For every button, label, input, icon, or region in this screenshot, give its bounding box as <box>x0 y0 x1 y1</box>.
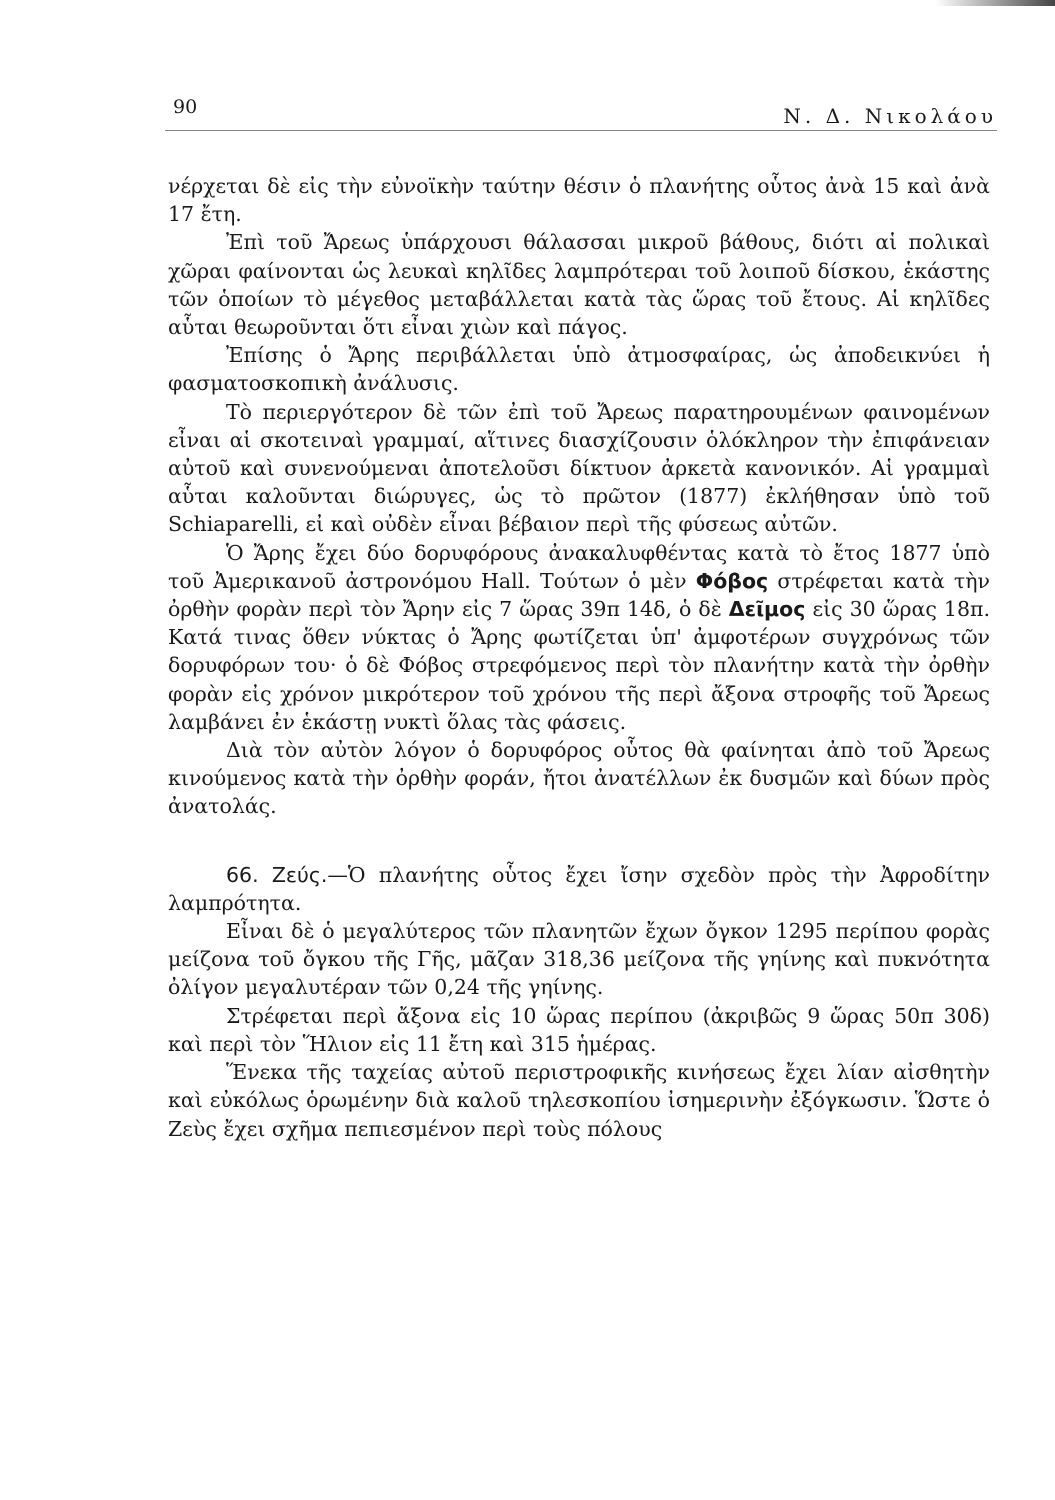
running-header <box>165 96 997 131</box>
section-gap <box>168 821 990 861</box>
satellites-text-2: στρέφεται κατὰ τὴν ὀρθὴν φορὰν περὶ τὸν Ἄρην εἰς 7 ὥρας 39π 14δ, ὁ δὲ <box>168 568 990 622</box>
running-title: Ν. Δ. Νικολάου <box>783 104 997 128</box>
paragraph-satellites <box>168 539 990 736</box>
paragraph-orbit-direction: Διὰ τὸν αὐτὸν λόγον ὁ δορυφόρος οὗτος θὰ φαίνηται ἀπὸ τοῦ Ἄρεως κινούμενος κατὰ τὴν ὀρθὴν φοράν, ἤτοι ἀνατέλλων ἐκ δυσμῶν καὶ δύων πρὸς ἀνατολάς. <box>168 738 990 819</box>
term-deimos: Δεῖμος <box>728 597 806 622</box>
paragraph-canals: Τὸ περιεργότερον δὲ τῶν ἐπὶ τοῦ Ἄρεως παρατηρουμένων φαινομένων εἶναι αἱ σκοτειναὶ γραμμαί, αἵτινες διασχίζουσιν ὁλόκληρον τὴν ἐπιφάνειαν αὐτοῦ καὶ συνενούμεναι ἀποτελοῦσι δίκτυον ἀρκετὰ κανονικόν. Αἱ γραμμαὶ αὗται καλοῦνται διώρυγες, ὡς τὸ πρῶτον (1877) ἐκλήθησαν ὑπὸ τοῦ Schiaparelli, εἰ καὶ οὐδὲν εἶναι βέβαιον περὶ τῆς φύσεως αὐτῶν. <box>168 399 990 537</box>
section-66-intro: —Ὁ πλανήτης οὗτος ἔχει ἴσην σχεδὸν πρὸς τὴν Ἀφροδίτην λαμπρότητα. <box>168 862 990 915</box>
page-number: 90 <box>173 96 198 118</box>
page-edge-shadow <box>935 0 1055 6</box>
body-text <box>168 172 990 1143</box>
paragraph-jupiter-size: Εἶναι δὲ ὁ μεγαλύτερος τῶν πλανητῶν ἔχων ὄγκον 1295 περίπου φορὰς μείζονα τοῦ ὄγκου τῆς Γῆς, μᾶζαν 318,36 μείζονα τῆς γηίνης καὶ πυκνότητα ὀλίγον μεγαλυτέραν τῶν 0,24 τῆς γηίνης. <box>168 919 990 1000</box>
section-66-opening <box>168 861 990 917</box>
paragraph-jupiter-bulge: Ἕνεκα τῆς ταχείας αὐτοῦ περιστροφικῆς κινήσεως ἔχει λίαν αἰσθητὴν καὶ εὐκόλως ὁρωμένην διὰ καλοῦ τηλεσκοπίου ἰσημερινὴν ἐξόγκωσιν. Ὥστε ὁ Ζεὺς ἔχει σχῆμα πεπιεσμένον περὶ τοὺς πόλους <box>168 1060 990 1141</box>
paragraph-jupiter-rotation: Στρέφεται περὶ ἄξονα εἰς 10 ὥρας περίπου (ἀκριβῶς 9 ὥρας 50π 30δ) καὶ περὶ τὸν Ἥλιον εἰς 11 ἔτη καὶ 315 ἡμέρας. <box>168 1003 990 1056</box>
paragraph-seas: Ἐπὶ τοῦ Ἄρεως ὑπάρχουσι θάλασσαι μικροῦ βάθους, διότι αἱ πολικαὶ χῶραι φαίνονται ὡς λευκαὶ κηλῖδες λαμπρότεραι τοῦ λοιποῦ δίσκου, ἑκάστης τῶν ὁποίων τὸ μέγεθος μεταβάλλεται κατὰ τὰς ὥρας τοῦ ἔτους. Αἱ κηλῖδες αὗται θεωροῦνται ὅτι εἶναι χιὼν καὶ πάγος. <box>168 230 990 340</box>
paragraph-atmosphere: Ἐπίσης ὁ Ἄρης περιβάλλεται ὑπὸ ἀτμοσφαίρας, ὡς ἀποδεικνύει ἡ φασματοσκοπικὴ ἀνάλυσις. <box>168 343 990 396</box>
section-66-heading: 66. Ζεύς. <box>226 862 328 887</box>
satellites-text-1: Ὁ Ἄρης ἔχει δύο δορυφόρους ἀνακαλυφθέντας κατὰ τὸ ἔτος 1877 ὑπὸ τοῦ Ἀμερικανοῦ ἀστρονόμου Hall. Τούτων ὁ μὲν <box>168 540 990 593</box>
satellites-text-3: εἰς 30 ὥρας 18π. Κατά τινας ὅθεν νύκτας ὁ Ἄρης φωτίζεται ὑπ' ἀμφοτέρων συγχρόνως τῶν δορυφόρων του· ὁ δὲ Φόβος στρεφόμενος περὶ τὸν πλανήτην κατὰ τὴν ὀρθὴν φορὰν εἰς χρόνον μικρότερον τοῦ χρόνου τῆς περὶ ἄξονα στροφῆς τοῦ Ἄρεως λαμβάνει ἐν ἑκάστῃ νυκτὶ ὅλας τὰς φάσεις. <box>168 597 990 734</box>
term-phobos: Φόβος <box>695 568 769 593</box>
paragraph-continuation: νέρχεται δὲ εἰς τὴν εὐνοϊκὴν ταύτην θέσιν ὁ πλανήτης οὗτος ἀνὰ 15 καὶ ἀνὰ 17 ἔτη. <box>168 174 990 227</box>
